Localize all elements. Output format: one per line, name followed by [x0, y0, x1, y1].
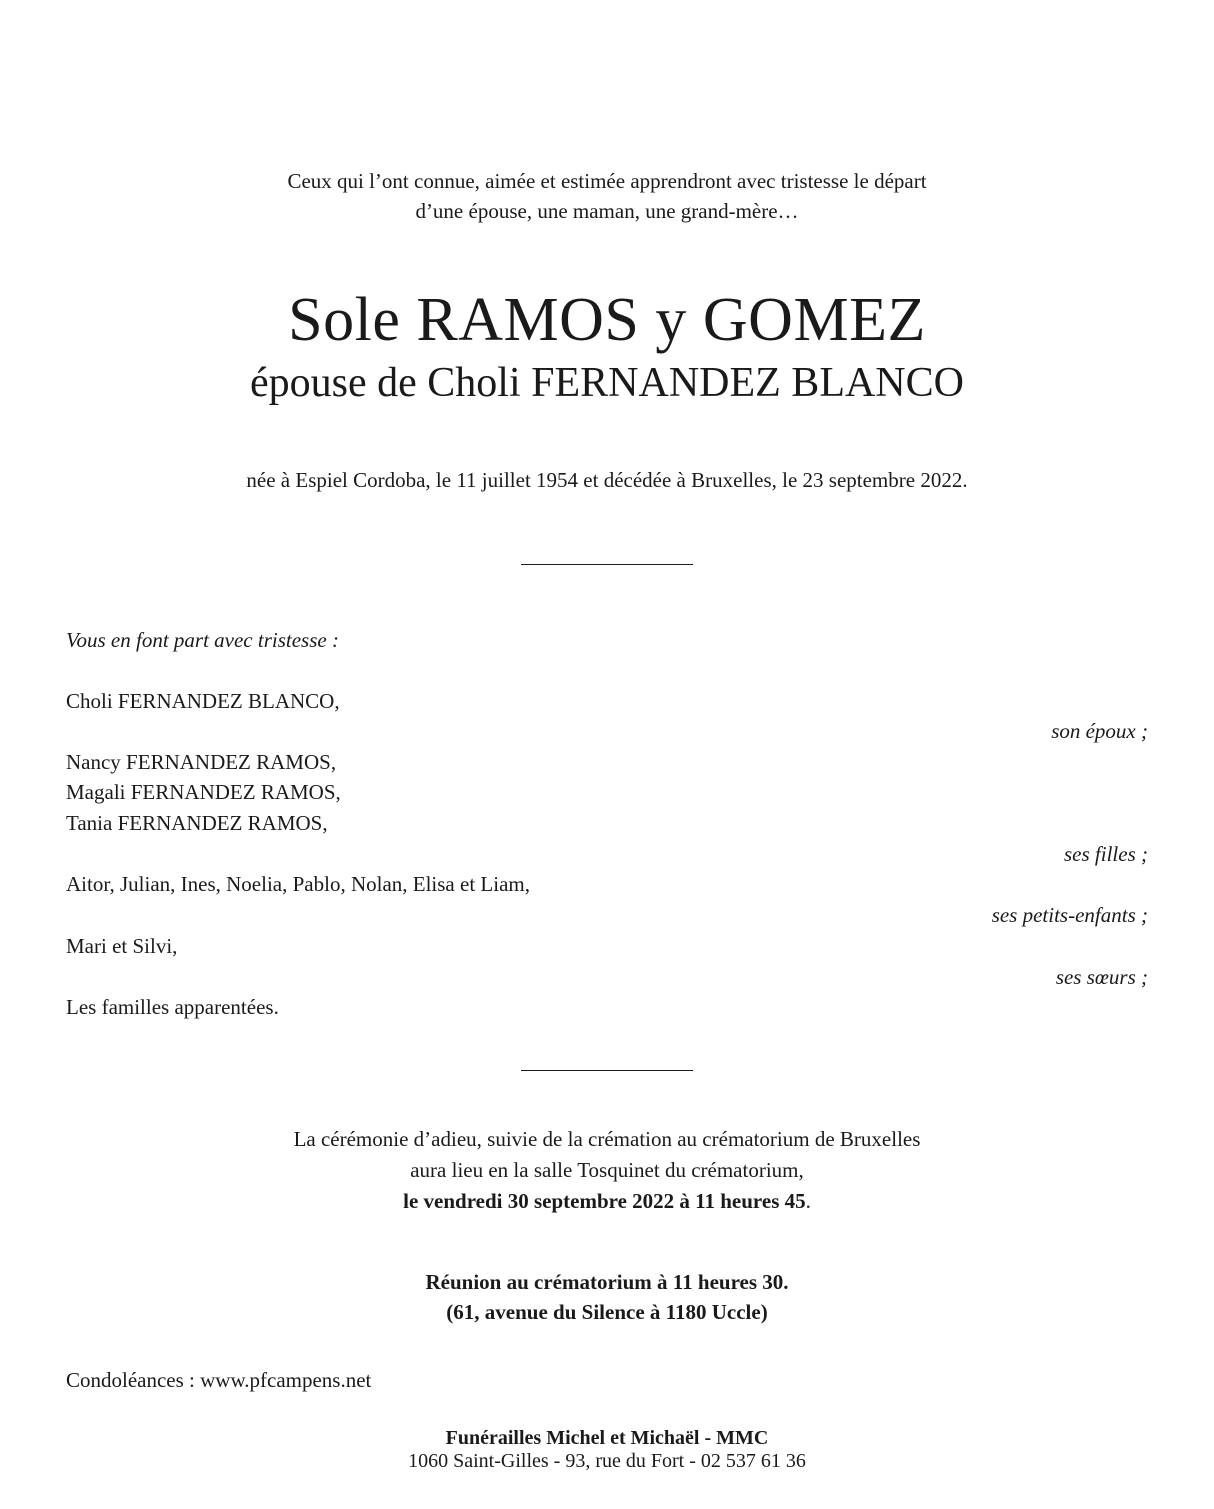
family-member: Nancy FERNANDEZ RAMOS, — [66, 750, 337, 774]
ceremony-date-suffix: . — [805, 1189, 811, 1213]
relation-label: ses sœurs ; — [1055, 965, 1148, 989]
meeting-line: Réunion au crématorium à 11 heures 30. — [425, 1270, 789, 1294]
ceremony-line-2: aura lieu en la salle Tosquinet du crématorium, — [410, 1158, 804, 1182]
family-member: Magali FERNANDEZ RAMOS, — [66, 780, 341, 804]
ceremony-date-bold: le vendredi 30 septembre 2022 à 11 heures 45 — [403, 1189, 806, 1213]
family-member: Mari et Silvi, — [66, 934, 178, 958]
meeting-address: (61, avenue du Silence à 1180 Uccle) — [446, 1300, 768, 1324]
divider-1 — [521, 564, 693, 565]
spouse-line: épouse de Choli FERNANDEZ BLANCO — [250, 360, 964, 406]
divider-2 — [521, 1070, 693, 1071]
intro-line-2: d’une épouse, une maman, une grand-mère… — [415, 199, 799, 223]
family-closing: Les familles apparentées. — [66, 995, 279, 1019]
family-member: Tania FERNANDEZ RAMOS, — [66, 811, 328, 835]
family-member: Aitor, Julian, Ines, Noelia, Pablo, Nolan, Elisa et Liam, — [66, 872, 530, 896]
ceremony-date — [0, 1186, 1214, 1216]
relation-label: ses petits-enfants ; — [991, 903, 1148, 927]
relation-label: ses filles ; — [1064, 842, 1148, 866]
funeral-address: 1060 Saint-Gilles - 93, rue du Fort - 02 537 61 36 — [408, 1450, 806, 1472]
family-member: Choli FERNANDEZ BLANCO, — [66, 689, 340, 713]
relation-label: son époux ; — [1051, 719, 1148, 743]
birth-death-line: née à Espiel Cordoba, le 11 juillet 1954 et décédée à Bruxelles, le 23 septembre 2022. — [246, 468, 968, 492]
family-intro: Vous en font part avec tristesse : — [66, 628, 339, 652]
intro-line-1: Ceux qui l’ont connue, aimée et estimée apprendront avec tristesse le départ — [287, 169, 927, 193]
ceremony-line-1: La cérémonie d’adieu, suivie de la crémation au crématorium de Bruxelles — [293, 1127, 921, 1151]
condolences-line: Condoléances : www.pfcampens.net — [66, 1368, 372, 1392]
deceased-name: Sole RAMOS y GOMEZ — [288, 286, 926, 354]
funeral-company: Funérailles Michel et Michaël - MMC — [445, 1427, 769, 1449]
